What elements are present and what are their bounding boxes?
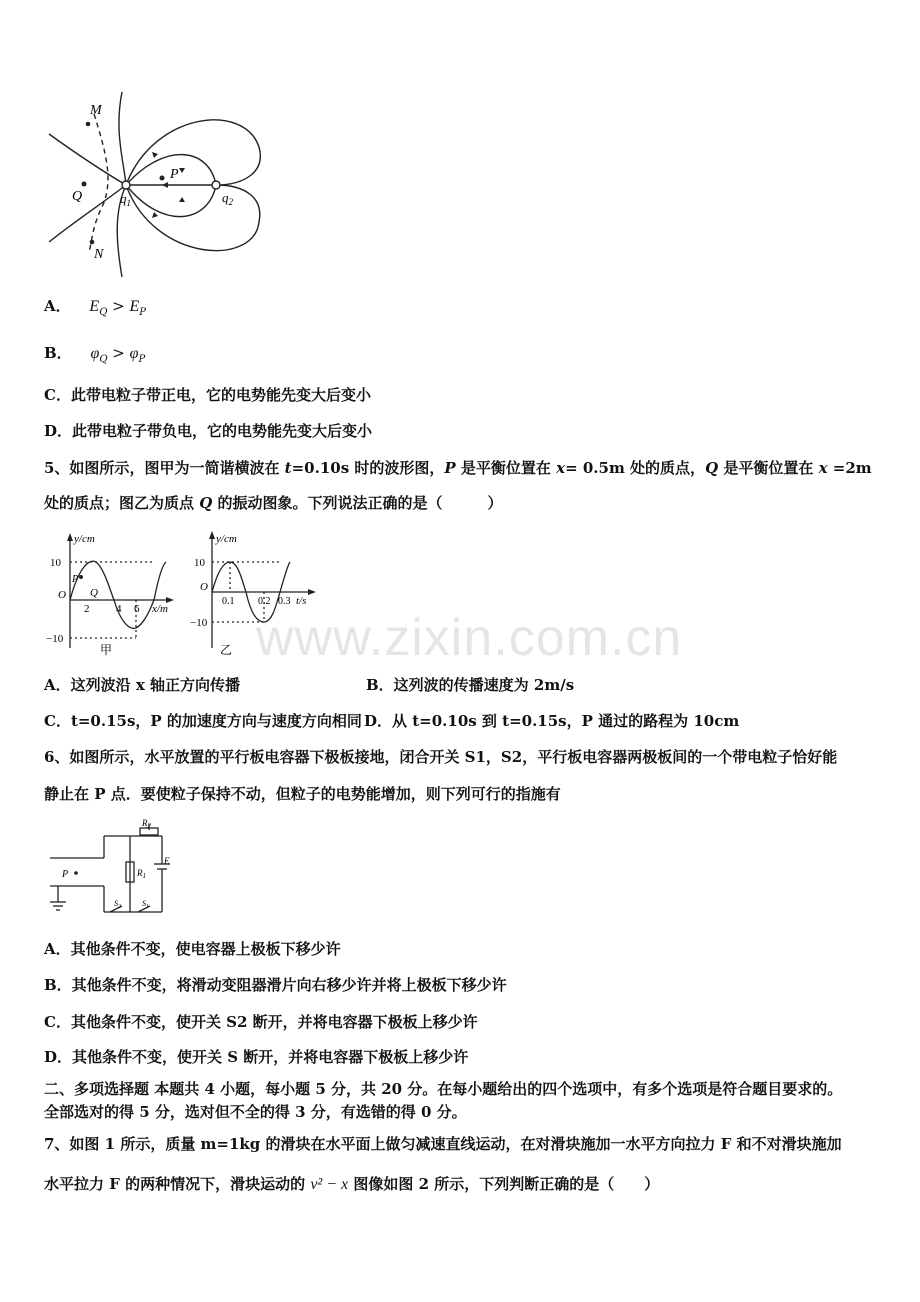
q6-stem-line2: 静止在 P 点．要使粒子保持不动，但粒子的电势能增加，则下列可行的指施有 xyxy=(44,785,561,803)
q4-option-c[interactable]: C．此带电粒子带正电，它的电势能先变大后变小 xyxy=(44,386,371,404)
q7-stem-line2: 水平拉力 F 的两种情况下，滑块运动的 v² − x 图像如图 2 所示，下列判断正确的是（ ） xyxy=(44,1175,660,1193)
section2-heading-line1: 二、多项选择题 本题共 4 小题，每小题 5 分，共 20 分。在每小题给出的四个选项中，有多个选项是符合题目要求的。 xyxy=(44,1080,843,1098)
q4-option-d[interactable]: D．此带电粒子带负电，它的电势能先变大后变小 xyxy=(44,422,373,440)
q7-stem-line1: 7、如图 1 所示，质量 m=1kg 的滑块在水平面上做匀减速直线运动，在对滑块施加一水平方向拉力 F 和不对滑块施加 xyxy=(44,1135,842,1153)
circuit-label-P: P xyxy=(62,869,69,880)
q4-option-b[interactable]: B． $\varphi_Q > \varphi_P$ xyxy=(44,344,146,365)
q6-option-a[interactable]: A．其他条件不变，使电容器上极板下移少许 xyxy=(44,940,341,958)
q5-stem-line1: 5、如图所示，图甲为一简谐横波在 t=0.10s 时的波形图，P 是平衡位置在 x= 0.5m 处的质点，Q 是平衡位置在 x =2m xyxy=(44,459,872,477)
capacitor-circuit-figure xyxy=(44,816,184,920)
q5-stem-line2: 处的质点；图乙为质点 Q 的振动图象。下列说法正确的是（ ） xyxy=(44,494,503,512)
yi-ylabel: y/cm xyxy=(216,533,237,545)
circuit-label-S1: $S_1$ xyxy=(142,899,149,910)
yi-xlabel: t/s xyxy=(296,595,307,607)
jia-tick-4: 4 xyxy=(116,603,122,615)
circuit-label-E: E xyxy=(164,856,170,866)
q6-option-d[interactable]: D．其他条件不变，使开关 S 断开，并将电容器下极板上移少许 xyxy=(44,1048,469,1066)
yi-origin: O xyxy=(200,581,208,593)
yi-tick-0.2: 0.2 xyxy=(258,596,271,607)
jia-xlabel: x/m xyxy=(152,603,168,615)
label-M: M xyxy=(90,103,102,118)
yi-tick-0.3: 0.3 xyxy=(278,596,291,607)
wave-graph-jia xyxy=(44,530,179,658)
jia-tick-6: 6 xyxy=(134,603,140,615)
q7-math-v2x: v² − x xyxy=(310,1176,349,1193)
circuit-label-R2: $R_2$ xyxy=(142,818,151,830)
watermark: www.zixin.com.cn xyxy=(256,609,683,667)
label-P: P xyxy=(170,167,179,182)
charge-q2 xyxy=(212,181,220,189)
jia-tick-2: 2 xyxy=(84,603,90,615)
label-q2: $q_2$ xyxy=(222,190,233,207)
jia-y-bottom: −10 xyxy=(46,633,64,645)
charge-q1 xyxy=(122,181,130,189)
circuit-label-S2: $S_2$ xyxy=(114,899,121,910)
q5-option-d[interactable]: D．从 t=0.10s 到 t=0.15s，P 通过的路程为 10cm xyxy=(364,712,740,730)
q6-option-c[interactable]: C．其他条件不变，使开关 S2 断开，并将电容器下极板上移少许 xyxy=(44,1013,478,1031)
q4-option-a[interactable]: A． $E_Q > E_P$ xyxy=(44,297,147,318)
jia-caption: 甲 xyxy=(100,643,113,657)
q5-option-b[interactable]: B．这列波的传播速度为 2m/s xyxy=(366,676,575,694)
jia-ylabel: y/cm xyxy=(74,533,95,545)
jia-origin: O xyxy=(58,589,66,601)
circuit-label-R1: $R_1$ xyxy=(137,868,146,880)
yi-y-bottom: −10 xyxy=(190,617,208,629)
yi-y-top: 10 xyxy=(194,557,205,569)
q6-stem-line1: 6、如图所示，水平放置的平行板电容器下极板接地，闭合开关 S1，S2，平行板电容器两极板间的一个带电粒子恰好能 xyxy=(44,748,838,766)
field-lines-figure xyxy=(44,92,274,277)
yi-caption: 乙 xyxy=(220,643,233,657)
label-q1: $q_1$ xyxy=(120,191,131,208)
label-N: N xyxy=(94,247,104,262)
jia-y-top: 10 xyxy=(50,557,61,569)
section2-heading-line2: 全部选对的得 5 分，选对但不全的得 3 分，有选错的得 0 分。 xyxy=(44,1103,467,1121)
jia-label-P: P xyxy=(72,574,79,585)
yi-tick-0.1: 0.1 xyxy=(222,596,235,607)
q5-option-a[interactable]: A．这列波沿 x 轴正方向传播 xyxy=(44,676,241,694)
label-Q: Q xyxy=(72,189,83,204)
jia-label-Q: Q xyxy=(90,587,98,599)
q6-option-b[interactable]: B．其他条件不变，将滑动变阻器滑片向右移少许并将上极板下移少许 xyxy=(44,976,507,994)
q5-option-c[interactable]: C．t=0.15s，P 的加速度方向与速度方向相同 xyxy=(44,712,362,730)
